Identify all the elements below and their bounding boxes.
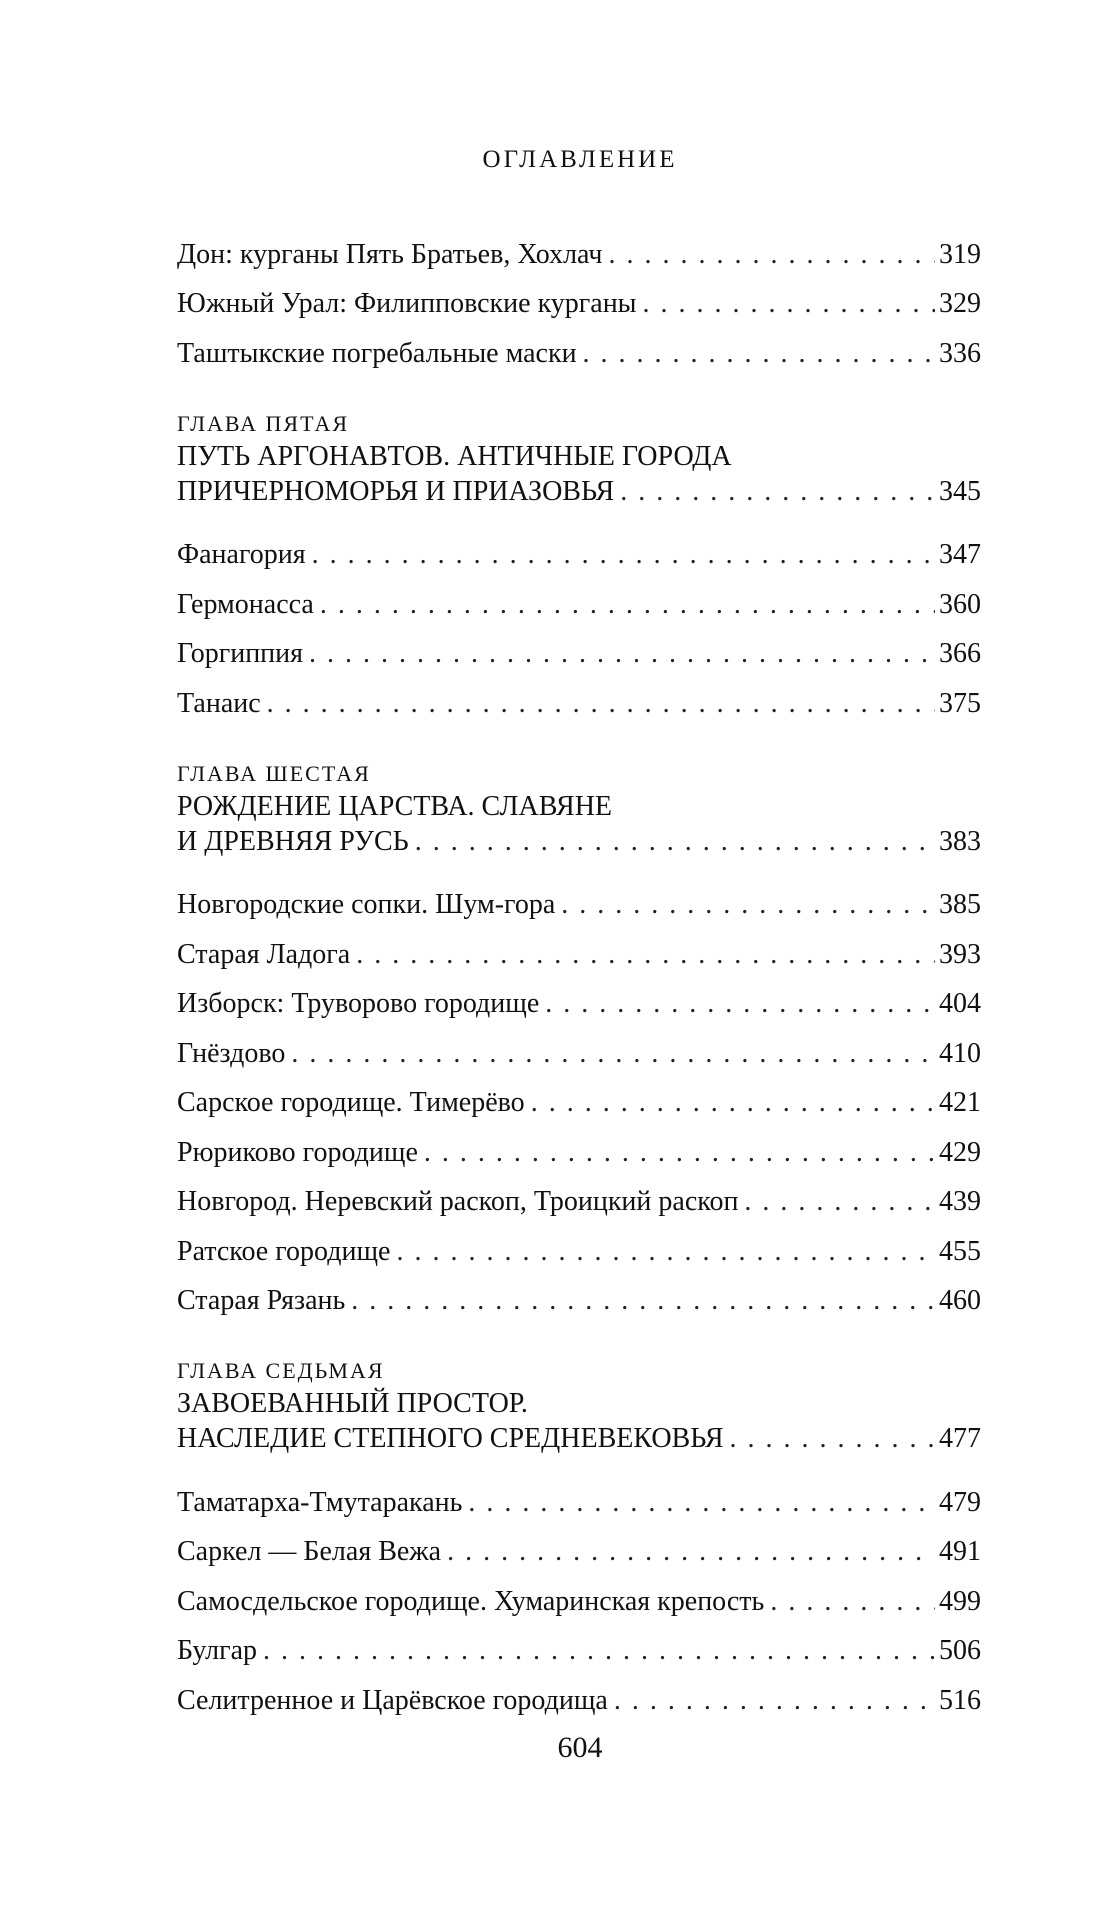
dot-leader xyxy=(267,687,935,721)
entry-page-number: 479 xyxy=(939,1486,981,1518)
entry-title: Саркел — Белая Вежа xyxy=(177,1536,442,1567)
entry-page-number: 439 xyxy=(939,1186,981,1217)
entry-title: Изборск: Труворово городище xyxy=(177,988,540,1019)
entry-page-number: 404 xyxy=(939,988,981,1019)
toc-entry xyxy=(177,1470,981,1520)
dot-leader xyxy=(770,1585,935,1619)
dot-leader xyxy=(620,475,935,509)
toc-entry xyxy=(177,523,981,573)
toc-entry xyxy=(177,873,981,923)
entry-page-number: 506 xyxy=(939,1635,981,1666)
entry-title: Таматарха-Тмутаракань xyxy=(177,1486,463,1518)
chapter-title-line: РОЖДЕНИЕ ЦАРСТВА. СЛАВЯНЕ xyxy=(177,790,613,822)
entry-title: Новгородские сопки. Шум-гора xyxy=(177,889,556,920)
entry-title: Новгород. Неревский раскоп, Троицкий раскоп xyxy=(177,1186,739,1217)
entry-page-number: 329 xyxy=(939,288,981,319)
page-heading: ОГЛАВЛЕНИЕ xyxy=(482,146,678,173)
dot-leader xyxy=(561,888,935,922)
entry-page-number: 366 xyxy=(939,638,981,669)
entry-title: Старая Ладога xyxy=(177,938,351,970)
entry-page-number: 491 xyxy=(939,1536,981,1567)
toc-entry xyxy=(177,1170,981,1220)
chapter-title-line: И ДРЕВНЯЯ РУСЬ xyxy=(177,825,409,857)
dot-leader xyxy=(744,1185,935,1219)
entry-title: Рюриково городище xyxy=(177,1136,418,1168)
entry-title: Южный Урал: Филипповские курганы xyxy=(177,288,637,319)
entry-title: Дон: курганы Пять Братьев, Хохлач xyxy=(177,238,603,270)
entry-page-number: 360 xyxy=(939,588,981,620)
toc-entry xyxy=(177,1219,981,1269)
toc-entry xyxy=(177,922,981,972)
dot-leader xyxy=(356,938,935,972)
entry-title: Танаис xyxy=(177,687,261,719)
dot-leader xyxy=(396,1235,935,1269)
chapter-label: ГЛАВА СЕДЬМАЯ xyxy=(177,1358,385,1383)
chapter-page-number: 383 xyxy=(939,825,981,857)
entry-page-number: 385 xyxy=(939,889,981,920)
entry-page-number: 393 xyxy=(939,938,981,970)
chapter-page-number: 477 xyxy=(939,1423,981,1454)
toc-entry xyxy=(177,972,981,1022)
dot-leader xyxy=(730,1422,936,1456)
entry-page-number: 347 xyxy=(939,539,981,570)
toc-entry xyxy=(177,1269,981,1319)
dot-leader xyxy=(531,1086,935,1120)
dot-leader xyxy=(415,825,935,859)
entry-title: Горгиппия xyxy=(177,638,304,669)
toc-entry xyxy=(177,622,981,672)
entry-title: Селитренное и Царёвское городища xyxy=(177,1684,608,1716)
toc-entry xyxy=(177,1021,981,1071)
chapter-title-line: НАСЛЕДИЕ СТЕПНОГО СРЕДНЕВЕКОВЬЯ xyxy=(177,1423,724,1454)
entry-page-number: 375 xyxy=(939,687,981,719)
dot-leader xyxy=(291,1037,935,1071)
toc-entry xyxy=(177,1120,981,1170)
entry-title: Самосдельское городище. Хумаринская крепость xyxy=(177,1585,765,1617)
toc-entry xyxy=(177,321,981,371)
entry-page-number: 421 xyxy=(939,1087,981,1118)
toc-entry xyxy=(177,1520,981,1570)
entry-page-number: 336 xyxy=(939,337,981,369)
toc-entry xyxy=(177,671,981,721)
dot-leader xyxy=(309,637,935,671)
chapter-label: ГЛАВА ПЯТАЯ xyxy=(177,410,350,436)
entry-title: Булгар xyxy=(177,1635,258,1666)
toc-entry xyxy=(177,1619,981,1669)
dot-leader xyxy=(614,1684,935,1718)
dot-leader xyxy=(468,1486,935,1520)
entry-page-number: 319 xyxy=(939,238,981,270)
toc-entry xyxy=(177,1668,981,1718)
entry-title: Старая Рязань xyxy=(177,1285,346,1316)
dot-leader xyxy=(608,238,935,272)
entry-page-number: 410 xyxy=(939,1037,981,1069)
chapter-label: ГЛАВА ШЕСТАЯ xyxy=(177,760,371,786)
dot-leader xyxy=(312,538,935,572)
toc-entry xyxy=(177,222,981,272)
toc-entry xyxy=(177,572,981,622)
entry-title: Гнёздово xyxy=(177,1037,286,1069)
chapter-page-number: 345 xyxy=(939,475,981,507)
chapter-five xyxy=(177,409,981,721)
entry-title: Таштыкские погребальные маски xyxy=(177,337,577,369)
chapter-title-line: ПРИЧЕРНОМОРЬЯ И ПРИАЗОВЬЯ xyxy=(177,475,615,507)
dot-leader xyxy=(320,588,935,622)
dot-leader xyxy=(545,987,935,1021)
entry-page-number: 455 xyxy=(939,1235,981,1267)
entry-title: Гермонасса xyxy=(177,588,314,620)
entry-page-number: 460 xyxy=(939,1285,981,1316)
dot-leader xyxy=(263,1634,935,1668)
dot-leader xyxy=(583,337,935,371)
entry-page-number: 499 xyxy=(939,1585,981,1617)
entry-page-number: 516 xyxy=(939,1684,981,1716)
toc-entry xyxy=(177,1569,981,1619)
toc-entry xyxy=(177,272,981,322)
chapter-seven xyxy=(177,1356,981,1718)
dot-leader xyxy=(424,1136,935,1170)
chapter-title-entry xyxy=(177,474,981,509)
table-of-contents xyxy=(177,222,981,1718)
dot-leader xyxy=(447,1535,935,1569)
entry-title: Фанагория xyxy=(177,539,306,570)
entry-title: Сарское городище. Тимерёво xyxy=(177,1087,525,1118)
entry-page-number: 429 xyxy=(939,1136,981,1168)
chapter-title-line: ПУТЬ АРГОНАВТОВ. АНТИЧНЫЕ ГОРОДА xyxy=(177,440,732,472)
chapter-title-line: ЗАВОЕВАННЫЙ ПРОСТОР. xyxy=(177,1388,528,1419)
chapter-six xyxy=(177,759,981,1319)
toc-entry xyxy=(177,1071,981,1121)
chapter-title-entry xyxy=(177,1421,981,1456)
chapter-title-entry xyxy=(177,824,981,859)
page-number-footer: 604 xyxy=(557,1731,603,1764)
entry-title: Ратское городище xyxy=(177,1235,391,1267)
dot-leader xyxy=(351,1284,935,1318)
dot-leader xyxy=(642,287,935,321)
